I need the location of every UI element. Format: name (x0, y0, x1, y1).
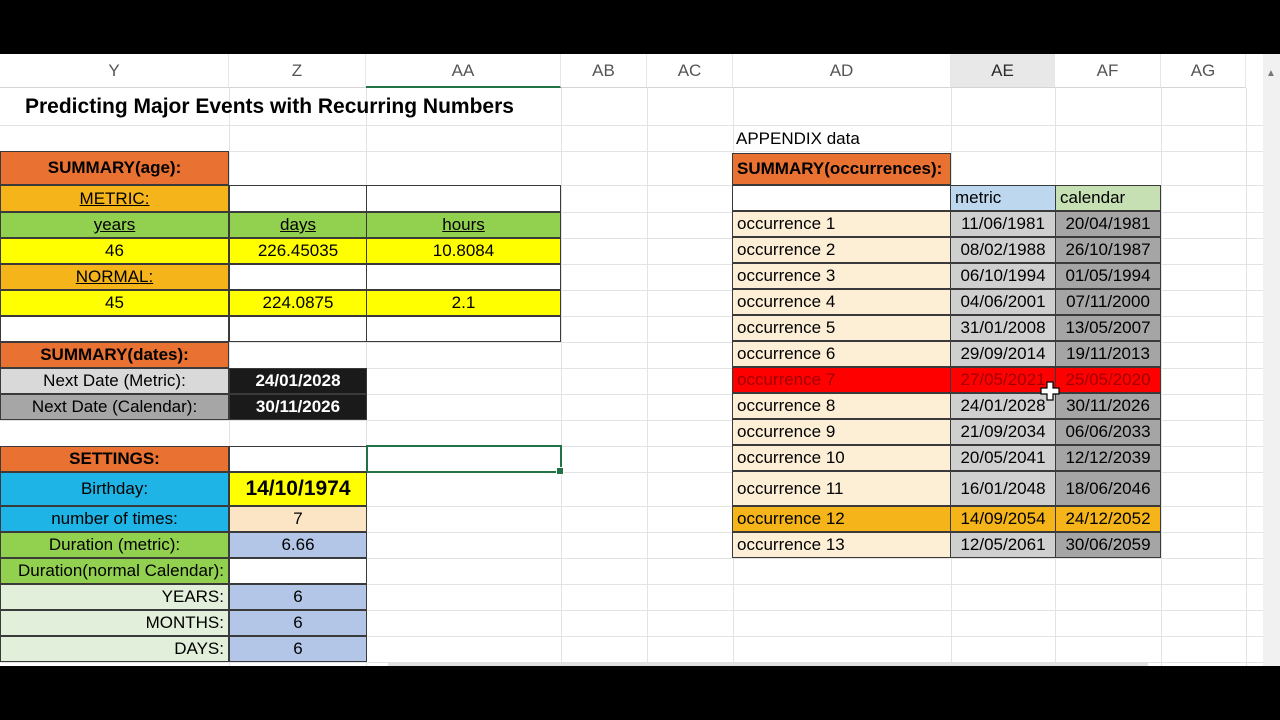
blank-row-z[interactable] (229, 316, 367, 342)
column-header-z[interactable]: Z (229, 54, 366, 88)
column-header-ae[interactable]: AE (951, 54, 1055, 88)
occurrence-calendar-date[interactable]: 30/11/2026 (1055, 393, 1161, 419)
cursor-plus-icon (1040, 381, 1060, 401)
scroll-up-arrow-icon[interactable]: ▲ (1266, 68, 1276, 79)
occurrence-calendar-date[interactable]: 07/11/2000 (1055, 289, 1161, 315)
col-hours-header[interactable]: hours (366, 212, 561, 238)
column-header-ag[interactable]: AG (1161, 54, 1246, 88)
summary-age-header[interactable]: SUMMARY(age): (0, 151, 229, 185)
birthday-value[interactable]: 14/10/1974 (229, 472, 367, 506)
occurrence-metric-date[interactable]: 24/01/2028 (950, 393, 1056, 419)
occurrence-calendar-date[interactable]: 20/04/1981 (1055, 211, 1161, 237)
page-title: Predicting Major Events with Recurring Numbers (25, 95, 514, 118)
occurrence-label[interactable]: occurrence 10 (732, 445, 951, 471)
occurrence-calendar-date[interactable]: 26/10/1987 (1055, 237, 1161, 263)
column-header-aa[interactable]: AA (366, 54, 561, 88)
occurrence-label[interactable]: occurrence 1 (732, 211, 951, 237)
metric-column-header[interactable]: metric (950, 185, 1056, 211)
duration-metric-label[interactable]: Duration (metric): (0, 532, 229, 558)
gridline-horizontal (0, 125, 1280, 126)
gridline-vertical (561, 88, 562, 666)
metric-hours-value[interactable]: 10.8084 (366, 238, 561, 264)
occurrence-calendar-date[interactable]: 18/06/2046 (1055, 471, 1161, 506)
normal-years-value[interactable]: 45 (0, 290, 229, 316)
occurrence-calendar-date[interactable]: 01/05/1994 (1055, 263, 1161, 289)
settings-blank-z[interactable] (229, 446, 367, 472)
metric-years-value[interactable]: 46 (0, 238, 229, 264)
normal-blank-aa[interactable] (366, 264, 561, 290)
normal-days-value[interactable]: 224.0875 (229, 290, 367, 316)
settings-header[interactable]: SETTINGS: (0, 446, 229, 472)
metric-days-value[interactable]: 226.45035 (229, 238, 367, 264)
months-label[interactable]: MONTHS: (0, 610, 229, 636)
occurrence-calendar-date[interactable]: 25/05/2020 (1055, 367, 1161, 393)
birthday-label[interactable]: Birthday: (0, 472, 229, 506)
times-value[interactable]: 7 (229, 506, 367, 532)
appendix-label: APPENDIX data (736, 129, 860, 148)
summary-dates-header[interactable]: SUMMARY(dates): (0, 342, 229, 368)
next-metric-label[interactable]: Next Date (Metric): (0, 368, 229, 394)
calendar-column-header[interactable]: calendar (1055, 185, 1161, 211)
next-calendar-label[interactable]: Next Date (Calendar): (0, 394, 229, 420)
column-header-y[interactable]: Y (0, 54, 229, 88)
occurrence-metric-date[interactable]: 12/05/2061 (950, 532, 1056, 558)
col-years-header[interactable]: years (0, 212, 229, 238)
occurrence-metric-date[interactable]: 11/06/1981 (950, 211, 1056, 237)
gridline-vertical (1246, 88, 1247, 666)
occurrence-label[interactable]: occurrence 2 (732, 237, 951, 263)
metric-blank-z[interactable] (229, 185, 367, 212)
appendix-blank-header[interactable] (732, 185, 951, 211)
occurrence-calendar-date[interactable]: 24/12/2052 (1055, 506, 1161, 532)
duration-metric-value[interactable]: 6.66 (229, 532, 367, 558)
years-value[interactable]: 6 (229, 584, 367, 610)
occurrence-metric-date[interactable]: 06/10/1994 (950, 263, 1056, 289)
gridline-vertical (1161, 88, 1162, 666)
days-label[interactable]: DAYS: (0, 636, 229, 662)
metric-label[interactable]: METRIC: (0, 185, 229, 212)
occurrence-metric-date[interactable]: 08/02/1988 (950, 237, 1056, 263)
occurrence-metric-date[interactable]: 20/05/2041 (950, 445, 1056, 471)
occurrence-label[interactable]: occurrence 12 (732, 506, 951, 532)
vertical-scrollbar[interactable] (1263, 54, 1280, 666)
occurrence-calendar-date[interactable]: 13/05/2007 (1055, 315, 1161, 341)
metric-blank-aa[interactable] (366, 185, 561, 212)
occurrence-label[interactable]: occurrence 4 (732, 289, 951, 315)
occurrence-label[interactable]: occurrence 6 (732, 341, 951, 367)
occurrence-calendar-date[interactable]: 30/06/2059 (1055, 532, 1161, 558)
blank-row-y[interactable] (0, 316, 229, 342)
occurrence-label[interactable]: occurrence 8 (732, 393, 951, 419)
occurrence-label[interactable]: occurrence 9 (732, 419, 951, 445)
occurrence-metric-date[interactable]: 04/06/2001 (950, 289, 1056, 315)
duration-normal-blank[interactable] (229, 558, 367, 584)
occurrence-label[interactable]: occurrence 13 (732, 532, 951, 558)
months-value[interactable]: 6 (229, 610, 367, 636)
next-calendar-value[interactable]: 30/11/2026 (229, 394, 367, 420)
occurrence-calendar-date[interactable]: 12/12/2039 (1055, 445, 1161, 471)
normal-blank-z[interactable] (229, 264, 367, 290)
occurrence-metric-date[interactable]: 21/09/2034 (950, 419, 1056, 445)
occurrence-metric-date[interactable]: 29/09/2014 (950, 341, 1056, 367)
gridline-vertical (647, 88, 648, 666)
occurrence-metric-date[interactable]: 16/01/2048 (950, 471, 1056, 506)
duration-normal-label[interactable]: Duration(normal Calendar): (0, 558, 229, 584)
selected-cell[interactable] (366, 445, 562, 473)
spreadsheet[interactable] (0, 54, 1280, 666)
occurrence-calendar-date[interactable]: 06/06/2033 (1055, 419, 1161, 445)
years-label[interactable]: YEARS: (0, 584, 229, 610)
occurrence-label[interactable]: occurrence 7 (732, 367, 951, 393)
next-metric-value[interactable]: 24/01/2028 (229, 368, 367, 394)
occurrences-header[interactable]: SUMMARY(occurrences): (732, 153, 951, 185)
normal-hours-value[interactable]: 2.1 (366, 290, 561, 316)
column-header-ac[interactable]: AC (647, 54, 733, 88)
days-value[interactable]: 6 (229, 636, 367, 662)
column-header-ad[interactable]: AD (733, 54, 951, 88)
occurrence-label[interactable]: occurrence 3 (732, 263, 951, 289)
occurrence-metric-date[interactable]: 31/01/2008 (950, 315, 1056, 341)
occurrence-calendar-date[interactable]: 19/11/2013 (1055, 341, 1161, 367)
times-label[interactable]: number of times: (0, 506, 229, 532)
col-days-header[interactable]: days (229, 212, 367, 238)
blank-row-aa[interactable] (366, 316, 561, 342)
occurrence-metric-date[interactable]: 14/09/2054 (950, 506, 1056, 532)
horizontal-scrollbar[interactable] (388, 662, 1148, 666)
normal-label[interactable]: NORMAL: (0, 264, 229, 290)
occurrence-label[interactable]: occurrence 5 (732, 315, 951, 341)
occurrence-metric-date[interactable]: 27/05/2021 (950, 367, 1056, 393)
occurrence-label[interactable]: occurrence 11 (732, 471, 951, 506)
column-header-ab[interactable]: AB (561, 54, 647, 88)
column-header-af[interactable]: AF (1055, 54, 1161, 88)
